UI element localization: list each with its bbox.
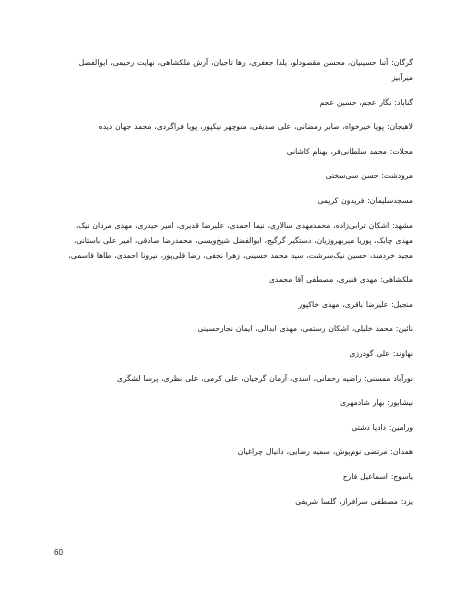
entry-naein: نائین: محمد خلیلی، اشکان رستمی، مهدی ابدالی، ایمان نجارحسینی	[197, 324, 413, 334]
entry-masjed-soleyman: مسجدسلیمان: فریدون کریمی	[317, 195, 413, 205]
entry-nurabad-mamasani: نورآباد ممسنی: راضیه رحمانی، اسدی، آرمان گرجیان، علی کرمی، علی نظری، پرسا لشگری	[117, 373, 413, 383]
page-number: 60	[54, 548, 63, 557]
entry-lahijan: لاهیجان: پویا خیرخواه، صابر رمضانی، علی صدیقی، منوچهر نیکپور، پویا فراگردی، محمد جهان دیده	[98, 122, 413, 132]
entry-mahallat: محلات: محمد سلطانی‌فر، بهنام کاشانی	[286, 146, 413, 156]
entry-mashhad: مشهد: اشکان ترابی‌زاده، محمدمهدی سالاری، نیما احمدی، علیرضا قدیری، امیر حیدری، مهدی مردان نیک، مهدی چابک، پوریا میربهروزیان، دستگیر گرگیج، ابوالفضل شیخ‌ویسی، محمدرضا صادقی، امیر علی باستانی، مجید خردمند، حسین نیک‌سرشت، سید محمد حسینی، زهرا نجفی، رضا قلی‌پور، نیرونا احمدی، طاها قاسمی،	[68, 220, 413, 260]
entry-hamedan: همدان: مرتضی نوم‌پوش، سمیه رضایی، دانیال چراغیان	[237, 447, 413, 457]
entry-manjil: منجیل: علیرضا باقری، مهدی خاکپور	[298, 299, 413, 309]
entry-neyshabur: نیشابور: بهار شادمهری	[340, 398, 413, 408]
entry-gorgan: گرگان: آتنا حسینیان، محسن مقصودلو، یلدا جعفری، رها تاجیان، آرش ملکشاهی، نهایت رحیمی، ابوالفضل میرآبیز	[78, 58, 413, 82]
entry-yazd: یزد: مصطفی سرافراز، گلسا شریفی	[295, 496, 413, 506]
entry-yasuj: یاسوج: اسماعیل فارج	[342, 471, 413, 481]
entry-gonabad: گناباد: نگار عجم، حسین عجم	[319, 97, 413, 107]
entry-marvdasht: مرودشت: حسن سی‌سختی	[325, 171, 413, 181]
entry-nahavand: نهاوند: علی گودرزی	[349, 348, 413, 358]
city-contributor-list	[58, 55, 413, 518]
entry-varamin: ورامین: دادیا دشتی	[351, 422, 413, 432]
entry-malekshahi: ملکشاهی: مهدی قنبری، مصطفی آقا محمدی	[268, 275, 413, 285]
